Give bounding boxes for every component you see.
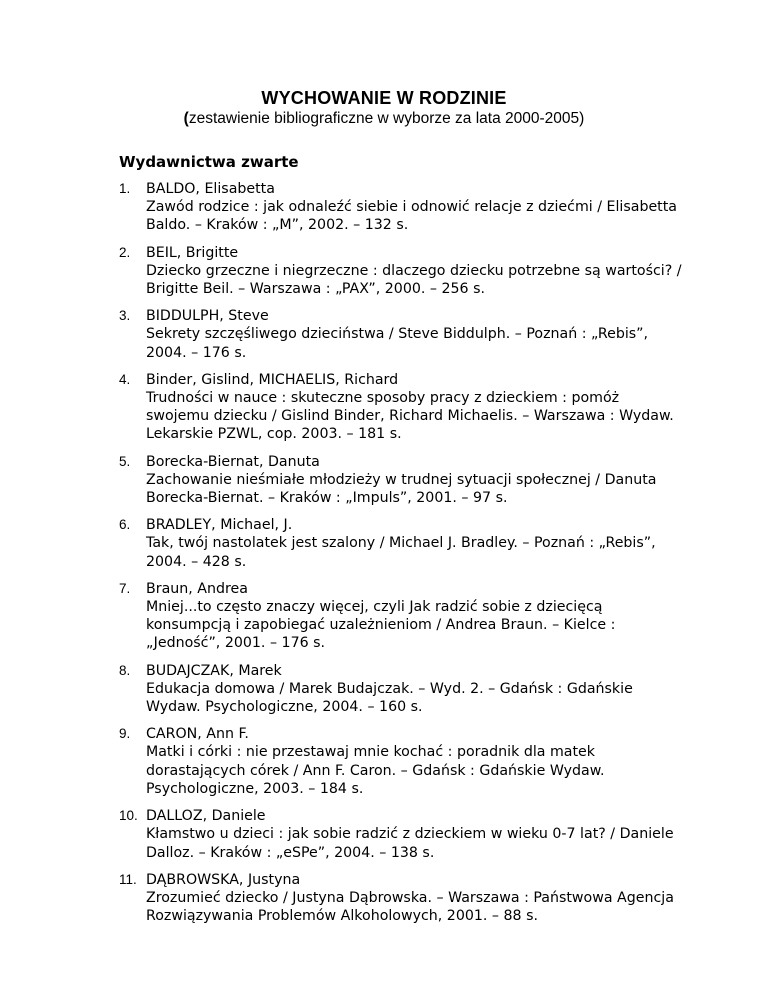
bibliography-entry [0, 307, 768, 362]
entry-author: BRADLEY, Michael, J. [146, 517, 293, 534]
entry-number: 6. [119, 517, 131, 533]
entry-description: Matki i córki : nie przestawaj mnie kochać : poradnik dla matek dorastających córek / Ann F. Caron. – Gdańsk : Gdańskie Wydaw. Psychologiczne, 2003. – 184 s. [146, 744, 605, 797]
entry-author: CARON, Ann F. [146, 726, 249, 743]
bibliography-entry [0, 244, 768, 299]
entry-number: 5. [119, 453, 131, 469]
entry-author: BEIL, Brigitte [146, 244, 239, 261]
entry-description: Tak, twój nastolatek jest szalony / Michael J. Bradley. – Poznań : „Rebis”, 2004. – 428 s. [146, 535, 656, 570]
entry-body [146, 371, 686, 444]
bibliography-entry [0, 871, 768, 926]
entry-number: 7. [119, 580, 131, 596]
entry-description: Zachowanie nieśmiałe młodzieży w trudnej sytuacji społecznej / Danuta Borecka-Biernat. – Kraków : „Impuls”, 2001. – 97 s. [146, 471, 657, 507]
bibliography-entry [0, 453, 768, 508]
entry-body [146, 453, 686, 508]
entry-description: Mniej...to często znaczy więcej, czyli Jak radzić sobie z dziecięcą konsumpcją i zapobiegać uzależnieniom / Andrea Braun. – Kielce : „Jedność”, 2001. – 176 s. [146, 599, 616, 652]
entry-description: Trudności w nauce : skuteczne sposoby pracy z dzieckiem : pomóż swojemu dziecku / Gislind Binder, Richard Michaelis. – Warszawa : Wydaw. Lekarskie PZWL, cop. 2003. – 181 s. [146, 390, 674, 443]
entry-body [146, 662, 686, 717]
entry-number: 8. [119, 662, 131, 678]
subtitle-text: zestawienie bibliograficzne w wyborze za lata 2000-2005) [188, 110, 585, 127]
entry-description: Zrozumieć dziecko / Justyna Dąbrowska. – Warszawa : Państwowa Agencja Rozwiązywania Problemów Alkoholowych, 2001. – 88 s. [146, 889, 674, 925]
entry-number: 11. [119, 871, 137, 887]
entry-number: 2. [119, 244, 131, 260]
document-title: WYCHOWANIE W RODZINIE [261, 88, 507, 108]
entry-number: 1. [119, 181, 131, 196]
entry-number: 4. [119, 371, 131, 387]
bibliography-list [0, 180, 768, 934]
entry-author: BIDDULPH, Steve [146, 308, 269, 325]
bibliography-entry [0, 662, 768, 717]
bibliography-entry [0, 180, 768, 235]
entry-body [146, 307, 686, 362]
entry-author: Binder, Gislind, MICHAELIS, Richard [146, 371, 399, 388]
entry-body [146, 244, 686, 299]
entry-body [146, 580, 686, 653]
entry-number: 10. [119, 808, 138, 824]
bibliography-entry [0, 580, 768, 653]
entry-description: Edukacja domowa / Marek Budajczak. – Wyd. 2. – Gdańsk : Gdańskie Wydaw. Psychologiczne, 2004. – 160 s. [146, 680, 633, 716]
entry-body [146, 516, 686, 571]
entry-author: Braun, Andrea [146, 580, 248, 597]
section-heading: Wydawnictwa zwarte [119, 153, 299, 171]
entry-description: Dziecko grzeczne i niegrzeczne : dlaczego dziecku potrzebne są wartości? / Brigitte Beil. – Warszawa : „PAX”, 2000. – 256 s. [146, 262, 682, 298]
entry-body [146, 180, 686, 235]
bibliography-entry [0, 516, 768, 571]
bibliography-entry [0, 807, 768, 862]
bibliography-entry [0, 371, 768, 444]
entry-author: DALLOZ, Daniele [146, 808, 266, 825]
bibliography-entry [0, 725, 768, 798]
entry-author: Borecka-Biernat, Danuta [146, 453, 320, 470]
entry-author: BALDO, Elisabetta [146, 181, 275, 197]
entry-author: DĄBROWSKA, Justyna [146, 871, 301, 888]
entry-description: Zawód rodzice : jak odnaleźć siebie i odnowić relacje z dziećmi / Elisabetta Baldo. – Kraków : „M”, 2002. – 132 s. [146, 199, 678, 234]
entry-description: Kłamstwo u dzieci : jak sobie radzić z dzieckiem w wieku 0-7 lat? / Daniele Dalloz. – Kraków : „eSPe”, 2004. – 138 s. [146, 826, 674, 861]
subtitle-open-paren: ( [183, 110, 189, 127]
entry-author: BUDAJCZAK, Marek [146, 662, 282, 679]
document-subtitle [0, 110, 768, 128]
entry-body [146, 725, 686, 798]
entry-body [146, 871, 686, 926]
entry-number: 9. [119, 726, 131, 742]
entry-number: 3. [119, 308, 131, 324]
entry-description: Sekrety szczęśliwego dzieciństwa / Steve Biddulph. – Poznań : „Rebis”, 2004. – 176 s. [146, 326, 649, 361]
entry-body [146, 807, 686, 862]
